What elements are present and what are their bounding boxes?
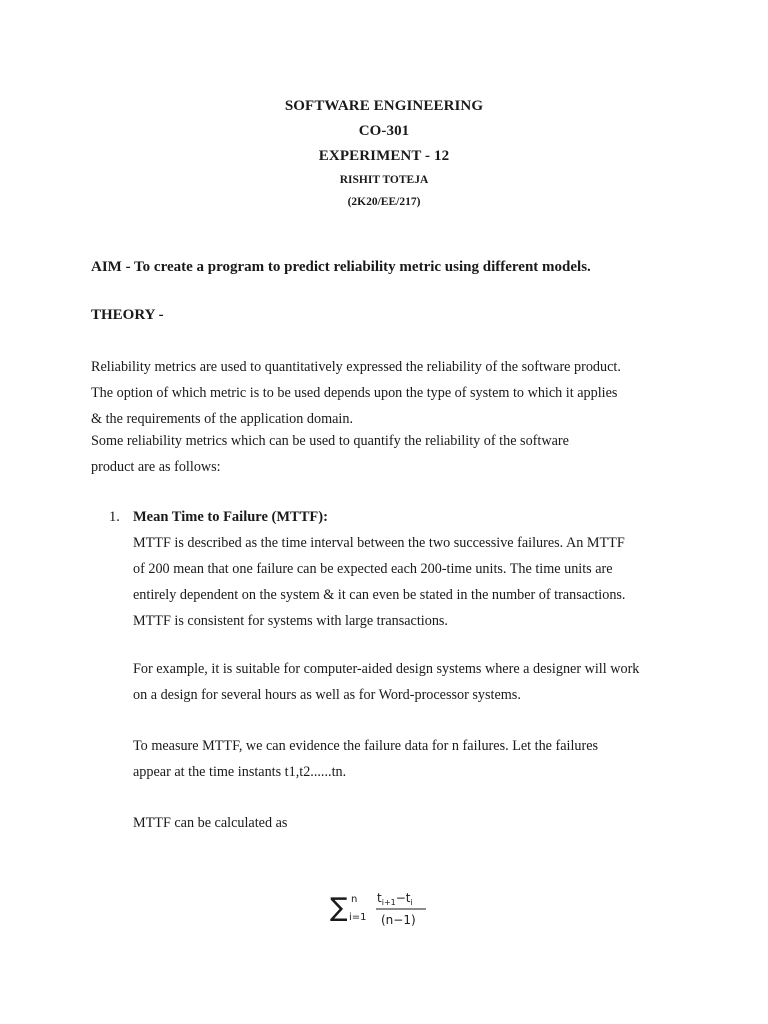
subject-title: SOFTWARE ENGINEERING — [284, 98, 484, 114]
mttf-measure — [133, 733, 693, 785]
text-line: of 200 mean that one failure can be expected each 200-time units. The time units are — [133, 561, 613, 577]
text-line: To measure MTTF, we can evidence the failure data for n failures. Let the failures — [133, 738, 599, 754]
roll-number: (2K20/EE/217) — [347, 196, 421, 208]
num-sub2: i — [410, 898, 413, 907]
text-line: For example, it is suitable for computer-aided design systems where a designer will work — [133, 661, 640, 677]
author-name: RISHIT TOTEJA — [339, 174, 429, 186]
fraction-numerator — [377, 891, 413, 907]
text-line: on a design for several hours as well as for Word-processor systems. — [133, 687, 521, 703]
text-line: entirely dependent on the system & it can even be stated in the number of transactions. — [133, 587, 626, 603]
intro-paragraph-2 — [91, 428, 691, 480]
num-minus: −t — [395, 891, 411, 905]
mttf-example — [133, 656, 693, 708]
fraction-denominator: (n−1) — [381, 913, 416, 927]
sigma-symbol: ∑ — [330, 893, 348, 923]
mttf-calc-intro — [133, 810, 693, 836]
experiment-number: EXPERIMENT - 12 — [318, 148, 450, 164]
text-line: Reliability metrics are used to quantitatively expressed the reliability of the software product. — [91, 359, 621, 375]
aim-statement: AIM - To create a program to predict reliability metric using different models. — [91, 259, 591, 275]
text-line: MTTF is consistent for systems with large transactions. — [133, 613, 448, 629]
sigma-upper: n — [351, 894, 358, 905]
document-header — [0, 94, 768, 213]
num-t1: t — [377, 891, 382, 905]
text-line: The option of which metric is to be used depends upon the type of system to which it applies — [91, 385, 618, 401]
text-line: MTTF is described as the time interval between the two successive failures. An MTTF — [133, 535, 625, 551]
list-number: 1. — [109, 509, 120, 525]
text-line: product are as follows: — [91, 459, 221, 475]
theory-heading: THEORY - — [91, 307, 164, 323]
mttf-formula — [328, 872, 438, 936]
intro-paragraph-1 — [91, 354, 691, 432]
mttf-definition — [133, 530, 693, 634]
text-line: appear at the time instants t1,t2......tn. — [133, 764, 347, 780]
num-sub1: i+1 — [381, 898, 396, 907]
sigma-lower: i=1 — [349, 912, 367, 923]
text-line: Some reliability metrics which can be used to quantify the reliability of the software — [91, 433, 569, 449]
text-line: & the requirements of the application domain. — [91, 411, 353, 427]
course-code: CO-301 — [358, 123, 410, 139]
text-line: MTTF can be calculated as — [133, 815, 288, 831]
list-item-title: Mean Time to Failure (MTTF): — [133, 509, 328, 525]
